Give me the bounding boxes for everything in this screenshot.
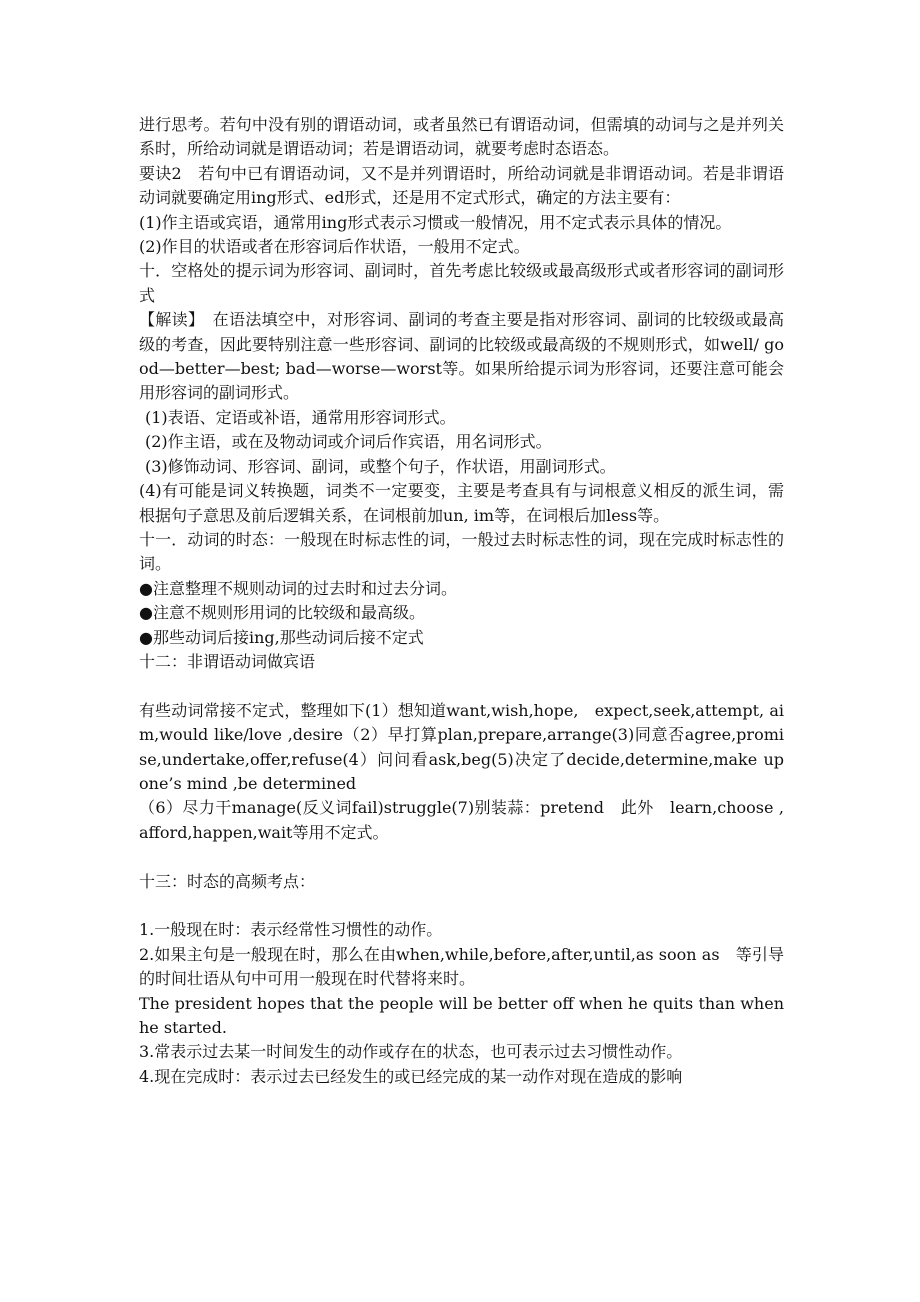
paragraph-tip-2: 要诀2 若句中已有谓语动词，又不是并列谓语时，所给动词就是非谓语动词。若是非谓语动词就要确定用ing形式、ed形式，还是用不定式形式，确定的方法主要有： (139, 163, 784, 208)
paragraph-infinitive-verbs: 有些动词常接不定式，整理如下(1）想知道want,wish,hope, expect,seek,attempt, aim,would like/love ,desire（2）早打算plan,prepare,arrange(3)同意否agree,promise,undertake,offer,refuse(4）问问看ask,beg(5)决定了decide,determine,make up one’s mind ,be determined (139, 700, 784, 793)
blank-line (139, 845, 784, 869)
section-heading-13: 十三：时态的高频考点： (139, 871, 316, 891)
document-body (139, 113, 784, 1089)
paragraph-point-2: (2)作目的状语或者在形容词后作状语，一般用不定式。 (139, 237, 530, 257)
list-item: 3.常表示过去某一时间发生的动作或存在的状态，也可表示过去习惯性动作。 (139, 1042, 683, 1062)
list-item: 2.如果主句是一般现在时，那么在由when,while,before,after,until,as soon as 等引导的时间壮语从句中可用一般现在时代替将来时。 (139, 944, 784, 989)
bullet-item: ●注意整理不规则动词的过去时和过去分词。 (139, 578, 457, 598)
list-item: 1.一般现在时：表示经常性习惯性的动作。 (139, 920, 443, 940)
paragraph-point-1: (1)作主语或宾语，通常用ing形式表示习惯或一般情况，用不定式表示具体的情况。 (139, 212, 732, 232)
blank-line (139, 894, 784, 918)
section-heading-11: 十一．动词的时态：一般现在时标志性的词，一般过去时标志性的词，现在完成时标志性的词。 (139, 529, 784, 574)
list-item: (2)作主语，或在及物动词或介词后作宾语，用名词形式。 (145, 432, 552, 452)
paragraph-interpretation: 【解读】 在语法填空中，对形容词、副词的考查主要是指对形容词、副词的比较级或最高级的考查，因此要特别注意一些形容词、副词的比较级或最高级的不规则形式，如well/ good—better—best; bad—worse—worst等。如果所给提示词为形容词，还要注意可能会用形容词的副词形式。 (139, 310, 784, 403)
bullet-item: ●注意不规则形用词的比较级和最高级。 (139, 603, 425, 623)
list-item: (4)有可能是词义转换题，词类不一定要变，主要是考查具有与词根意义相反的派生词，需根据句子意思及前后逻辑关系，在词根前加un, im等，在词根后加less等。 (139, 481, 784, 525)
list-item: (1)表语、定语或补语，通常用形容词形式。 (145, 407, 456, 427)
bullet-item: ●那些动词后接ing,那些动词后接不定式 (139, 627, 424, 647)
example-sentence: The president hopes that the people will be better off when he quits than when he started. (139, 993, 784, 1037)
list-item: (3)修饰动词、形容词、副词，或整个句子，作状语，用副词形式。 (145, 456, 616, 476)
paragraph-continuation: 进行思考。若句中没有别的谓语动词，或者虽然已有谓语动词，但需填的动词与之是并列关系时，所给动词就是谓语动词；若是谓语动词，就要考虑时态语态。 (139, 115, 784, 159)
paragraph-infinitive-verbs-cont: （6）尽力干manage(反义词fail)struggle(7)别装蒜：pretend 此外 learn,choose ,afford,happen,wait等用不定式。 (139, 798, 784, 842)
section-heading-12: 十二：非谓语动词做宾语 (139, 651, 316, 671)
blank-line (139, 674, 784, 698)
list-item: 4.现在完成时：表示过去已经发生的或已经完成的某一动作对现在造成的影响 (139, 1066, 683, 1086)
section-heading-10: 十．空格处的提示词为形容词、副词时，首先考虑比较级或最高级形式或者形容词的副词形式 (139, 261, 784, 305)
